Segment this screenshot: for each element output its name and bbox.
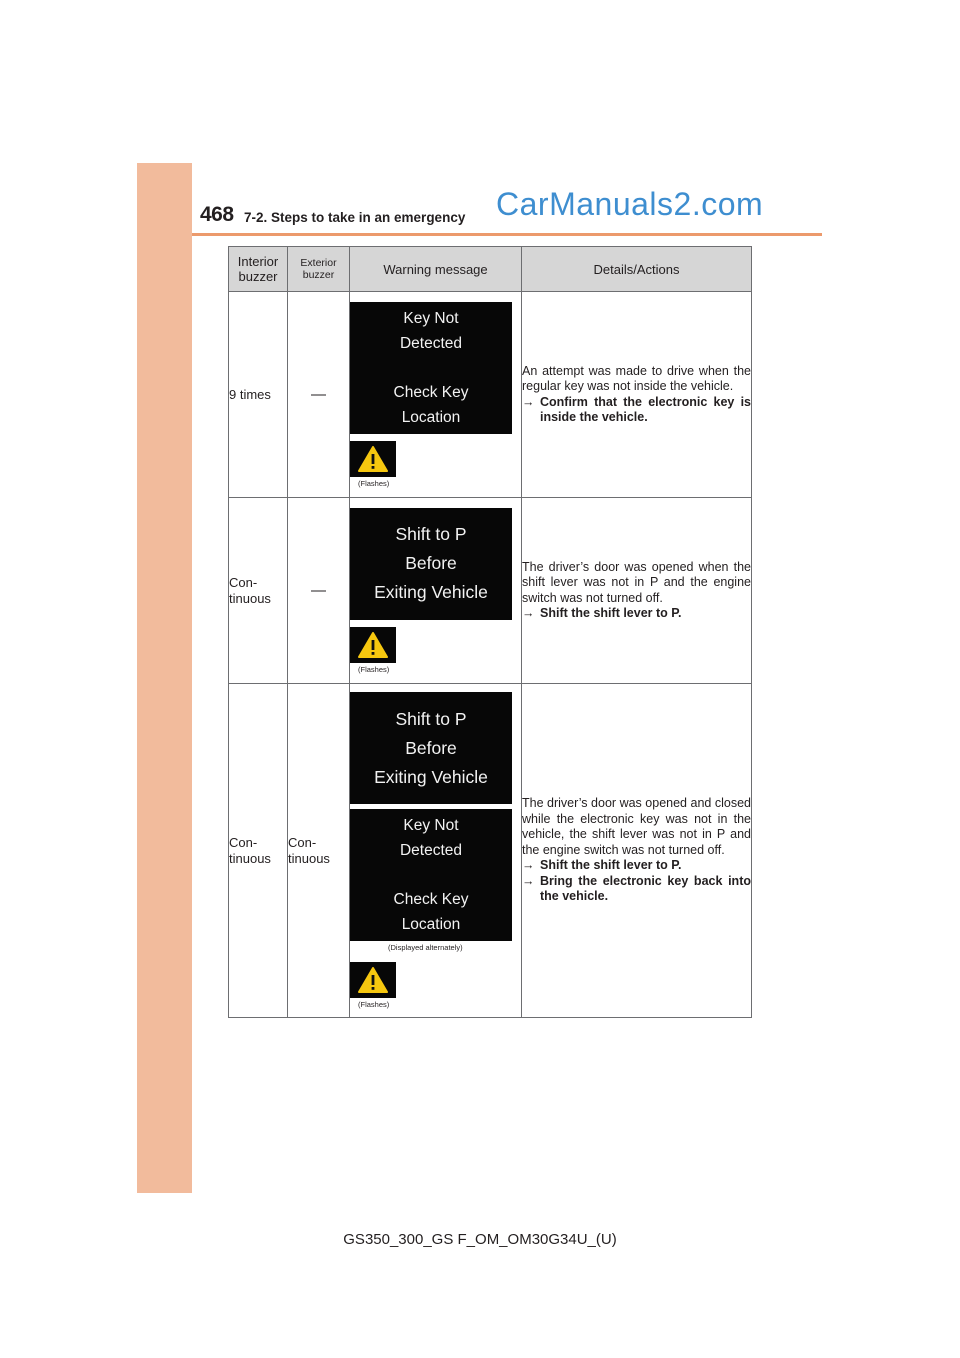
side-tab-bar (137, 163, 192, 1193)
warning-message-cell (350, 684, 522, 1018)
warning-triangle-icon (350, 962, 396, 998)
arrow-icon: → (522, 606, 535, 620)
display-line: Detected (399, 334, 463, 352)
flashes-caption: (Flashes) (358, 478, 390, 488)
display-line: Check Key (393, 383, 469, 401)
header-warning-message: Warning message (350, 247, 522, 292)
warning-message-cell (350, 498, 522, 684)
display-shift-to-p (350, 692, 512, 804)
watermark-logo: CarManuals2.com (496, 186, 764, 222)
flashes-caption: (Flashes) (358, 664, 390, 674)
action-text: Confirm that the electronic key is inside the vehicle. (540, 394, 751, 424)
table-row (229, 684, 752, 1018)
interior-buzzer-cell: Con-tinuous (229, 684, 288, 1018)
details-cell (522, 684, 752, 1018)
display-line: Shift to P (395, 708, 467, 729)
footer-doc-code: GS350_300_GS F_OM_OM30G34U_(U) (343, 1231, 617, 1248)
exterior-buzzer-cell: — (288, 498, 350, 684)
header-details-actions: Details/Actions (522, 247, 752, 292)
table-row (229, 498, 752, 684)
exterior-buzzer-cell: Con-tinuous (288, 684, 350, 1018)
warning-triangle-icon (350, 627, 396, 663)
action-item (522, 606, 751, 622)
display-key-not-detected (350, 302, 512, 434)
arrow-icon: → (522, 394, 535, 409)
header-interior-buzzer: Interior buzzer (229, 247, 288, 292)
page-number: 468 (200, 203, 234, 226)
flashes-caption: (Flashes) (358, 1000, 390, 1009)
display-line: Before (405, 553, 457, 573)
display-shift-to-p (350, 508, 512, 620)
details-text: The driver’s door was opened and closed while the electronic key was not in the vehicle, the shift lever was not in P and the engine switch was not turned off. (522, 796, 751, 857)
display-line: Location (401, 408, 461, 426)
display-line: Exiting Vehicle (374, 766, 488, 787)
interior-buzzer-cell: Con-tinuous (229, 498, 288, 684)
action-text: Shift the shift lever to P. (540, 606, 682, 620)
action-item (522, 874, 751, 905)
displayed-alternately-caption: (Displayed alternately) (388, 943, 463, 952)
header-exterior-buzzer: Exterior buzzer (288, 247, 350, 292)
exterior-buzzer-cell: — (288, 292, 350, 498)
action-text: Shift the shift lever to P. (540, 858, 682, 873)
warning-message-cell (350, 292, 522, 498)
arrow-icon: → (522, 858, 535, 873)
display-key-not-detected (350, 809, 512, 941)
action-item (522, 858, 751, 874)
action-text: Bring the electronic key back into the vehicle. (540, 873, 751, 904)
details-cell (522, 498, 752, 684)
warning-table (228, 246, 752, 1018)
details-cell (522, 292, 752, 498)
table-row (229, 292, 752, 498)
display-line: Key Not (403, 817, 459, 834)
details-text: The driver’s door was opened when the shift lever was not in P and the engine switch was not turned off. (522, 559, 751, 605)
details-text: An attempt was made to drive when the regular key was not inside the vehicle. (522, 363, 751, 393)
display-line: Shift to P (395, 524, 467, 544)
table-header-row (229, 247, 752, 292)
section-title: 7-2. Steps to take in an emergency (244, 210, 466, 225)
display-line: Key Not (403, 309, 459, 327)
display-line: Exiting Vehicle (374, 582, 488, 602)
header-rule (192, 233, 822, 236)
action-item (522, 395, 751, 426)
warning-triangle-icon (350, 441, 396, 477)
display-line: Detected (399, 842, 463, 859)
arrow-icon: → (522, 873, 535, 888)
display-line: Location (401, 916, 461, 933)
display-line: Check Key (393, 891, 469, 908)
interior-buzzer-cell: 9 times (229, 292, 288, 498)
display-line: Before (405, 737, 457, 758)
